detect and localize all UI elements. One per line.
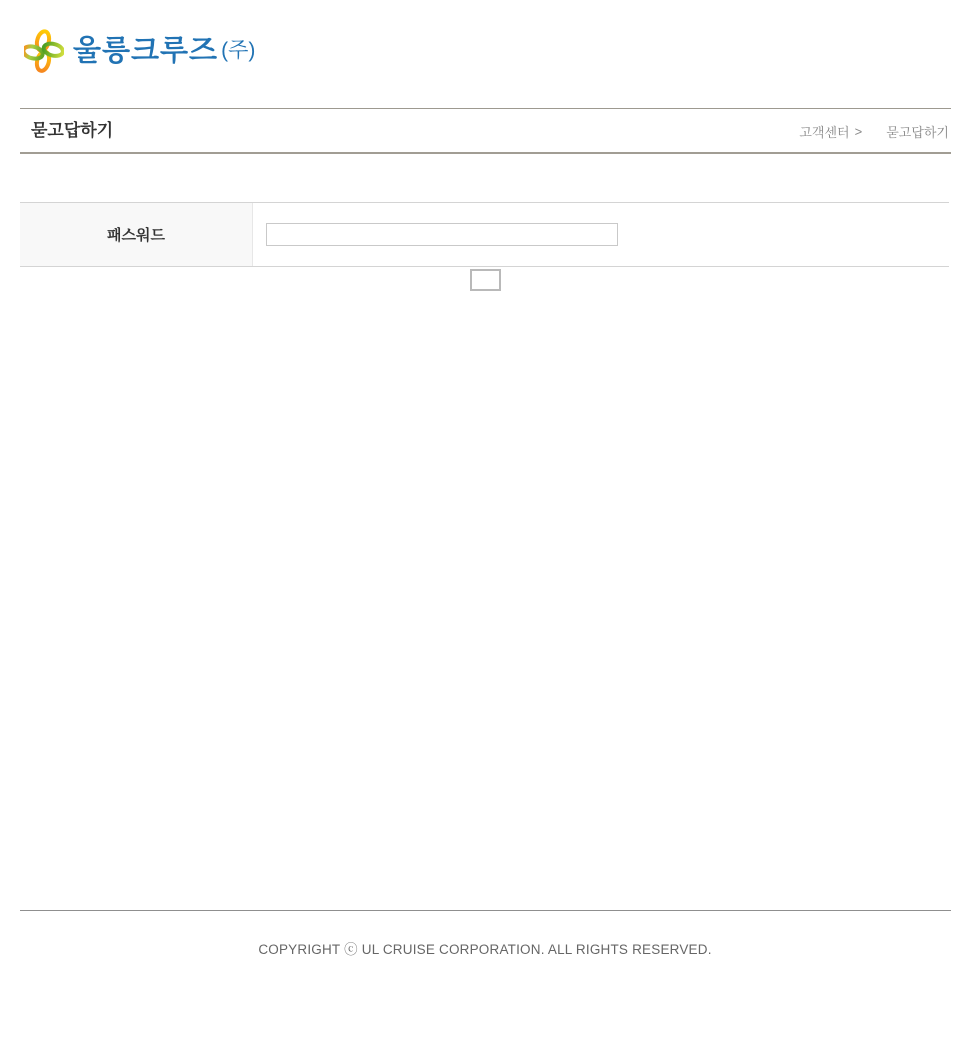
breadcrumb: [799, 122, 949, 141]
pinwheel-flower-icon: [24, 29, 64, 73]
breadcrumb-current: 묻고답하기: [886, 125, 949, 140]
logo-link[interactable]: [24, 29, 255, 73]
password-cell: [253, 203, 949, 266]
password-table: [20, 202, 949, 267]
breadcrumb-parent-link[interactable]: 고객센터: [799, 125, 850, 140]
copyright-text: COPYRIGHT ⓒ UL CRUISE CORPORATION. ALL RIGHTS RESERVED.: [258, 942, 712, 957]
password-input[interactable]: [266, 223, 618, 246]
breadcrumb-separator: >: [854, 124, 863, 139]
titlebar-top-rule: [20, 108, 951, 109]
password-label: 패스워드: [20, 203, 253, 266]
page-title: 묻고답하기: [31, 121, 114, 140]
titlebar-bottom-rule: [20, 152, 951, 154]
footer-rule: [20, 910, 951, 911]
submit-button[interactable]: [470, 269, 501, 291]
logo-company-suffix: (주): [221, 39, 256, 62]
logo-company-name: 울릉크루즈: [73, 35, 219, 67]
